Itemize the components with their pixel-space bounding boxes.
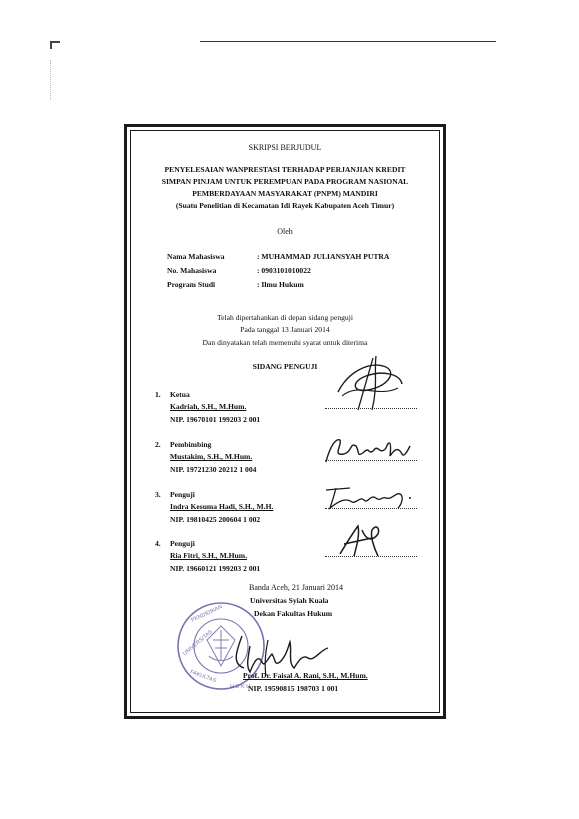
examiner-2-role: Pembimbing: [170, 440, 212, 449]
dean-name: Prof. Dr. Faisal A. Rani, S.H., M.Hum.: [243, 671, 368, 680]
defense-line-3: Dan dinyatakan telah memenuhi syarat untuk diterima: [202, 338, 368, 347]
examiner-4-name: Ria Fitri, S.H., M.Hum.: [170, 551, 247, 560]
defense-line-2: Pada tanggal 13 Januari 2014: [240, 325, 330, 334]
dean-nip: NIP. 19590815 198703 1 001: [248, 684, 339, 693]
student-number-label: No. Mahasiswa: [167, 266, 217, 275]
svg-text:UNIVERSITAS: UNIVERSITAS: [182, 629, 214, 658]
approval-place-date: Banda Aceh, 21 Januari 2014: [249, 583, 343, 592]
svg-text:FAKULTAS: FAKULTAS: [189, 669, 217, 685]
examiner-1-name: Kadriah, S.H., M.Hum.: [170, 402, 247, 411]
examiner-2-signature: [322, 432, 412, 468]
examiner-2-name: Mustakim, S.H., M.Hum.: [170, 452, 253, 461]
examiner-2-nip: NIP. 19721230 20212 1 004: [170, 465, 257, 474]
examiner-1-number: 1.: [155, 390, 161, 399]
examiner-1-role: Ketua: [170, 390, 190, 399]
by-label: Oleh: [277, 227, 293, 236]
scan-artifact: [50, 60, 53, 100]
examiner-3-name: Indra Kesuma Hadi, S.H., M.H.: [170, 502, 274, 511]
examiner-4-signature: [332, 520, 392, 560]
committee-heading: SIDANG PENGUJI: [252, 362, 318, 371]
thesis-title-line-3: PEMBERDAYAAN MASYARAKAT (PNPM) MANDIRI: [192, 189, 378, 198]
examiner-4-nip: NIP. 19660121 199203 2 001: [170, 564, 261, 573]
svg-text:H U K U: H U K U: [230, 684, 251, 690]
approval-position: Dekan Fakultas Hukum: [254, 609, 333, 618]
student-number-value: : 0903101010022: [257, 266, 311, 275]
examiner-4-number: 4.: [155, 539, 161, 548]
study-program-value: : Ilmu Hukum: [257, 280, 304, 289]
examiner-3-signature: [320, 482, 420, 512]
examiner-1-signature: [328, 352, 418, 414]
document-heading: SKRIPSI BERJUDUL: [248, 143, 322, 152]
examiner-3-role: Penguji: [170, 490, 195, 499]
defense-line-1: Telah dipertahankan di depan sidang penguji: [217, 313, 353, 322]
scan-corner-mark: [50, 41, 60, 49]
scan-top-line: [200, 41, 496, 42]
svg-text:PENDIDIKAN: PENDIDIKAN: [190, 604, 224, 624]
thesis-title-line-2: SIMPAN PINJAM UNTUK PEREMPUAN PADA PROGRAM NASIONAL: [161, 177, 409, 186]
examiner-3-number: 3.: [155, 490, 161, 499]
thesis-title-line-1: PENYELESAIAN WANPRESTASI TERHADAP PERJANJIAN KREDIT: [164, 165, 406, 174]
thesis-subtitle: (Suatu Penelitian di Kecamatan Idi Rayek Kabupaten Aceh Timur): [175, 201, 395, 210]
examiner-2-number: 2.: [155, 440, 161, 449]
examiner-4-role: Penguji: [170, 539, 195, 548]
examiner-1-nip: NIP. 19670101 199203 2 001: [170, 415, 261, 424]
study-program-label: Program Studi: [167, 280, 216, 289]
examiner-3-nip: NIP. 19810425 200604 1 002: [170, 515, 261, 524]
student-name-label: Nama Mahasiswa: [167, 252, 225, 261]
approval-university: Universitas Syiah Kuala: [250, 596, 329, 605]
student-name-value: : MUHAMMAD JULIANSYAH PUTRA: [257, 252, 390, 261]
